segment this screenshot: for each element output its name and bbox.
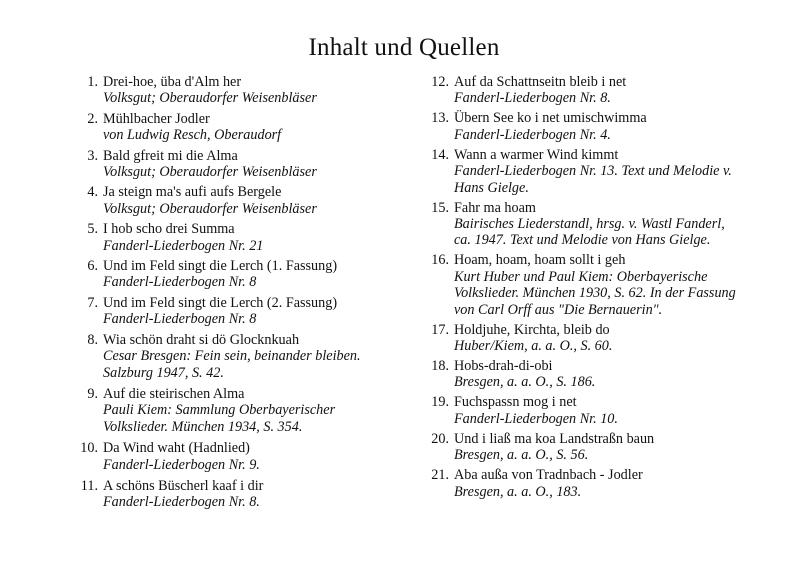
contents-column-right — [413, 74, 743, 500]
source-line: Volksgut; Oberaudorfer Weisenbläser — [103, 164, 317, 181]
source-line: Salzburg 1947, S. 42. — [103, 364, 224, 381]
song-title: Auf die steirischen Alma — [103, 385, 245, 402]
source-line: Cesar Bresgen: Fein sein, beinander bleiben. — [103, 348, 361, 365]
entry-number: 2. — [87, 110, 98, 127]
entry-number: 11. — [80, 477, 98, 494]
entry-number: 7. — [87, 294, 98, 311]
song-title: Wia schön draht si dö Glocknkuah — [103, 331, 300, 348]
source-line: Volksgut; Oberaudorfer Weisenbläser — [103, 90, 317, 107]
entry-number: 10. — [80, 440, 98, 457]
source-line: Fanderl-Liederbogen Nr. 4. — [454, 126, 611, 143]
song-title: Drei-hoe, üba d'Alm her — [103, 74, 242, 90]
entry-number: 5. — [87, 221, 98, 238]
entry-number: 17. — [431, 321, 449, 338]
song-title: Bald gfreit mi die Alma — [103, 147, 238, 164]
song-title: Wann a warmer Wind kimmt — [454, 146, 619, 163]
song-title: Hoam, hoam, hoam sollt i geh — [454, 252, 626, 269]
source-line: Fanderl-Liederbogen Nr. 8 — [103, 274, 257, 291]
song-title: Und im Feld singt die Lerch (1. Fassung) — [103, 258, 338, 275]
source-line: Volkslieder. München 1930, S. 62. In der Fassung — [454, 285, 736, 302]
contents-entry — [62, 386, 392, 435]
entry-number: 13. — [431, 110, 449, 127]
song-title: Und i liaß ma koa Landstraßn baun — [454, 430, 655, 447]
source-line: Hans Gielge. — [454, 179, 529, 196]
contents-entry — [62, 440, 392, 473]
contents-entry — [62, 221, 392, 254]
page-title: Inhalt und Quellen — [308, 34, 500, 61]
entry-number: 9. — [87, 385, 98, 402]
entry-number: 4. — [87, 184, 98, 201]
contents-entry — [62, 184, 392, 217]
source-line: Bresgen, a. a. O., S. 56. — [454, 447, 589, 464]
contents-entry — [413, 110, 743, 143]
source-line: Fanderl-Liederbogen Nr. 8 — [103, 311, 257, 328]
contents-entry — [62, 111, 392, 144]
song-title: Übern See ko i net umischwimma — [454, 110, 647, 127]
contents-entry — [62, 478, 392, 511]
source-line: Kurt Huber und Paul Kiem: Oberbayerische — [454, 268, 708, 285]
contents-column-left — [62, 74, 392, 511]
source-line: Pauli Kiem: Sammlung Oberbayerischer — [103, 402, 336, 419]
source-line: Bairisches Liederstandl, hrsg. v. Wastl Fanderl, — [454, 216, 725, 233]
entry-number: 3. — [87, 147, 98, 164]
entry-number: 19. — [431, 394, 449, 411]
source-line: ca. 1947. Text und Melodie von Hans Gielge. — [454, 232, 711, 249]
song-title: Und im Feld singt die Lerch (2. Fassung) — [103, 294, 338, 311]
source-line: Fanderl-Liederbogen Nr. 10. — [454, 410, 618, 427]
song-title: Da Wind waht (Hadnlied) — [103, 440, 250, 457]
contents-entry — [413, 467, 743, 500]
entry-number: 20. — [431, 430, 449, 447]
contents-entry — [62, 332, 392, 381]
song-title: Fahr ma hoam — [454, 199, 536, 216]
song-title: I hob scho drei Summa — [103, 221, 235, 238]
song-title: Holdjuhe, Kirchta, bleib do — [454, 321, 610, 338]
entry-number: 8. — [87, 331, 98, 348]
source-line: Bresgen, a. a. O., S. 186. — [454, 374, 596, 391]
source-line: Bresgen, a. a. O., 183. — [454, 483, 582, 500]
contents-entry — [62, 74, 392, 107]
contents-entry — [413, 147, 743, 196]
entry-number: 1. — [87, 74, 98, 90]
entry-number: 14. — [431, 146, 449, 163]
contents-entry — [413, 74, 743, 107]
song-title: Auf da Schattnseitn bleib i net — [454, 74, 627, 90]
source-line: Fanderl-Liederbogen Nr. 13. Text und Melodie v. — [454, 163, 732, 180]
source-line: Huber/Kiem, a. a. O., S. 60. — [454, 338, 613, 355]
contents-entry — [413, 394, 743, 427]
contents-entry — [62, 295, 392, 328]
source-line: Volkslieder. München 1934, S. 354. — [103, 418, 303, 435]
source-line: Fanderl-Liederbogen Nr. 9. — [103, 456, 260, 473]
contents-entry — [413, 200, 743, 249]
source-line: Volksgut; Oberaudorfer Weisenbläser — [103, 200, 317, 217]
entry-number: 18. — [431, 358, 449, 375]
song-title: Ja steign ma's aufi aufs Bergele — [103, 184, 282, 201]
contents-entry — [413, 358, 743, 391]
entry-number: 15. — [431, 199, 449, 216]
song-title: Hobs-drah-di-obi — [454, 358, 553, 375]
contents-entry — [62, 258, 392, 291]
entry-number: 12. — [431, 74, 449, 90]
song-title: A schöns Büscherl kaaf i dir — [103, 477, 264, 494]
song-title: Mühlbacher Jodler — [103, 110, 210, 127]
song-title: Aba außa von Tradnbach - Jodler — [454, 467, 643, 484]
entry-number: 16. — [431, 252, 449, 269]
source-line: Fanderl-Liederbogen Nr. 8. — [454, 90, 611, 107]
contents-entry — [413, 322, 743, 355]
source-line: Fanderl-Liederbogen Nr. 8. — [103, 494, 260, 511]
source-line: Fanderl-Liederbogen Nr. 21 — [103, 237, 264, 254]
song-title: Fuchspassn mog i net — [454, 394, 577, 411]
contents-entry — [413, 431, 743, 464]
entry-number: 6. — [87, 258, 98, 275]
entry-number: 21. — [431, 467, 449, 484]
contents-entry — [413, 252, 743, 318]
contents-entry — [62, 148, 392, 181]
source-line: von Carl Orff aus "Die Bernauerin". — [454, 301, 663, 318]
source-line: von Ludwig Resch, Oberaudorf — [103, 127, 282, 144]
